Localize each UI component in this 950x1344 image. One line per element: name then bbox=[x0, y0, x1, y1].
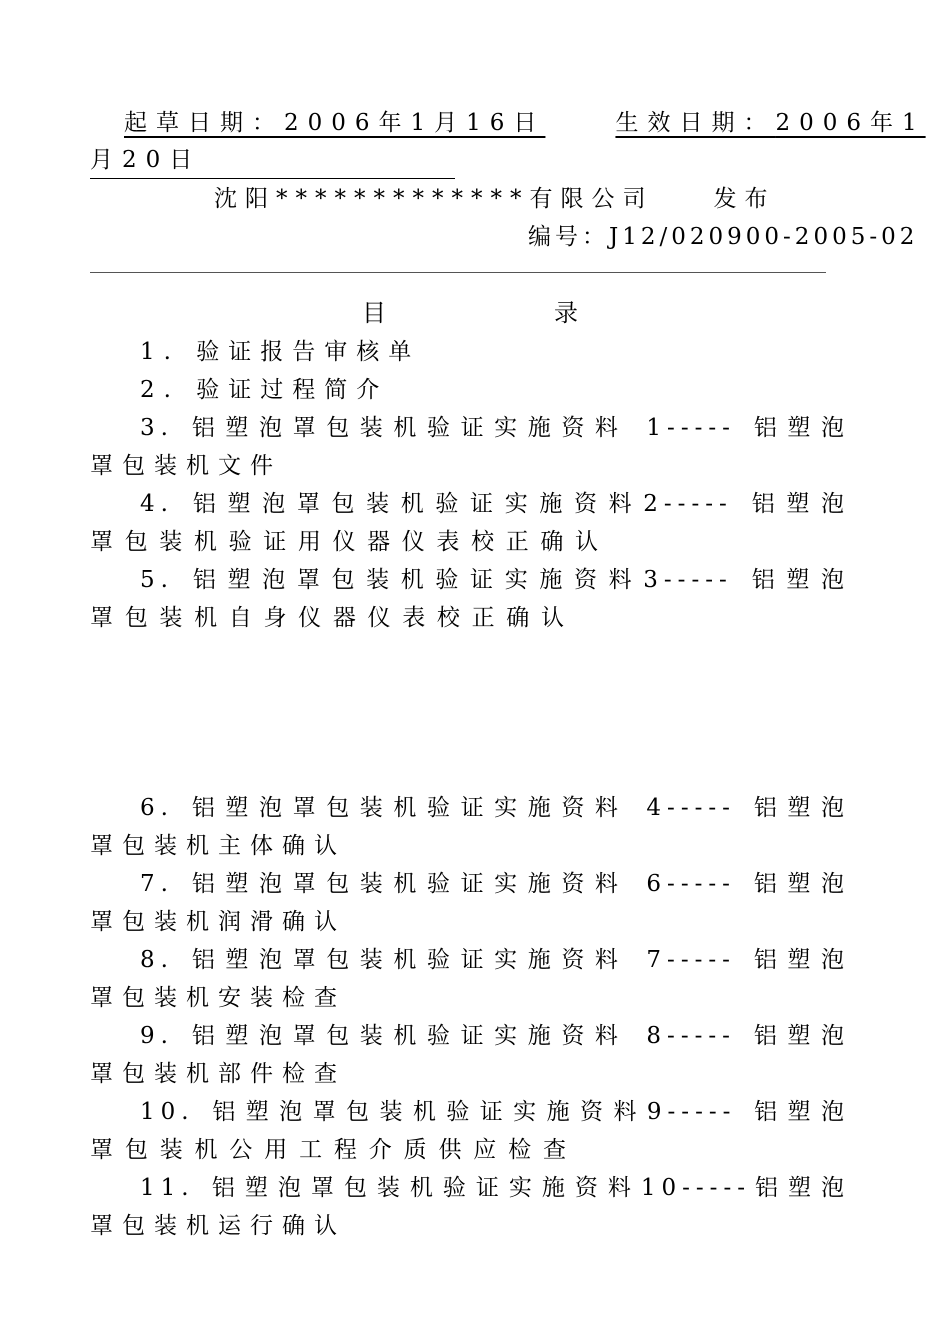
toc-item-3: 3. 铝塑泡罩包装机验证实施资料 1----- 铝塑泡 bbox=[140, 415, 850, 441]
draft-date-value: 2006年1月16日 bbox=[284, 110, 546, 136]
toc-item-5-cont: 罩包装机自身仪器仪表校正确认 bbox=[90, 605, 570, 631]
toc-item-11: 11. 铝塑泡罩包装机验证实施资料10-----铝塑泡 bbox=[140, 1175, 850, 1201]
toc-item-8-cont: 罩包装机安装检查 bbox=[90, 985, 346, 1011]
toc-item-1: 1. 验证报告审核单 bbox=[140, 339, 421, 365]
toc-title-left: 目 bbox=[362, 299, 386, 327]
toc-item-9: 9. 铝塑泡罩包装机验证实施资料 8----- 铝塑泡 bbox=[140, 1023, 850, 1049]
toc-item-2: 2. 验证过程简介 bbox=[140, 377, 389, 403]
doc-number-value: J12/020900-2005-02 bbox=[609, 224, 919, 250]
toc-item-9-cont: 罩包装机部件检查 bbox=[90, 1061, 346, 1087]
toc-item-8: 8. 铝塑泡罩包装机验证实施资料 7----- 铝塑泡 bbox=[140, 947, 850, 973]
toc-item-4: 4. 铝塑泡罩包装机验证实施资料2----- 铝塑泡 bbox=[140, 491, 850, 517]
publisher-name: 沈阳*************有限公司 bbox=[214, 186, 654, 212]
toc-item-11-cont: 罩包装机运行确认 bbox=[90, 1213, 346, 1239]
toc-item-7-cont: 罩包装机润滑确认 bbox=[90, 909, 346, 935]
draft-date-label: 起草日期： bbox=[124, 110, 284, 136]
date-line-continued: 月20日 bbox=[90, 142, 455, 179]
effective-date-label: 生效日期： bbox=[615, 110, 776, 136]
date-line bbox=[124, 104, 926, 142]
doc-number-label: 编号： bbox=[528, 224, 609, 250]
toc-item-7: 7. 铝塑泡罩包装机验证实施资料 6----- 铝塑泡 bbox=[140, 871, 850, 897]
toc-item-10: 10. 铝塑泡罩包装机验证实施资料9----- 铝塑泡 bbox=[140, 1099, 850, 1125]
toc-title bbox=[362, 295, 578, 331]
toc-item-10-cont: 罩包装机公用工程介质供应检查 bbox=[90, 1137, 572, 1163]
publish-label: 发布 bbox=[713, 186, 776, 212]
toc-item-6: 6. 铝塑泡罩包装机验证实施资料 4----- 铝塑泡 bbox=[140, 795, 850, 821]
publisher-line bbox=[214, 180, 774, 218]
header-divider bbox=[90, 272, 826, 273]
toc-item-4-cont: 罩包装机验证用仪器仪表校正确认 bbox=[90, 529, 604, 555]
effective-date-value: 2006年1 bbox=[775, 110, 926, 136]
toc-item-6-cont: 罩包装机主体确认 bbox=[90, 833, 346, 859]
toc-title-right: 录 bbox=[554, 299, 578, 327]
toc-item-3-cont: 罩包装机文件 bbox=[90, 453, 282, 479]
toc-item-5: 5. 铝塑泡罩包装机验证实施资料3----- 铝塑泡 bbox=[140, 567, 850, 593]
doc-number-line bbox=[528, 218, 919, 256]
